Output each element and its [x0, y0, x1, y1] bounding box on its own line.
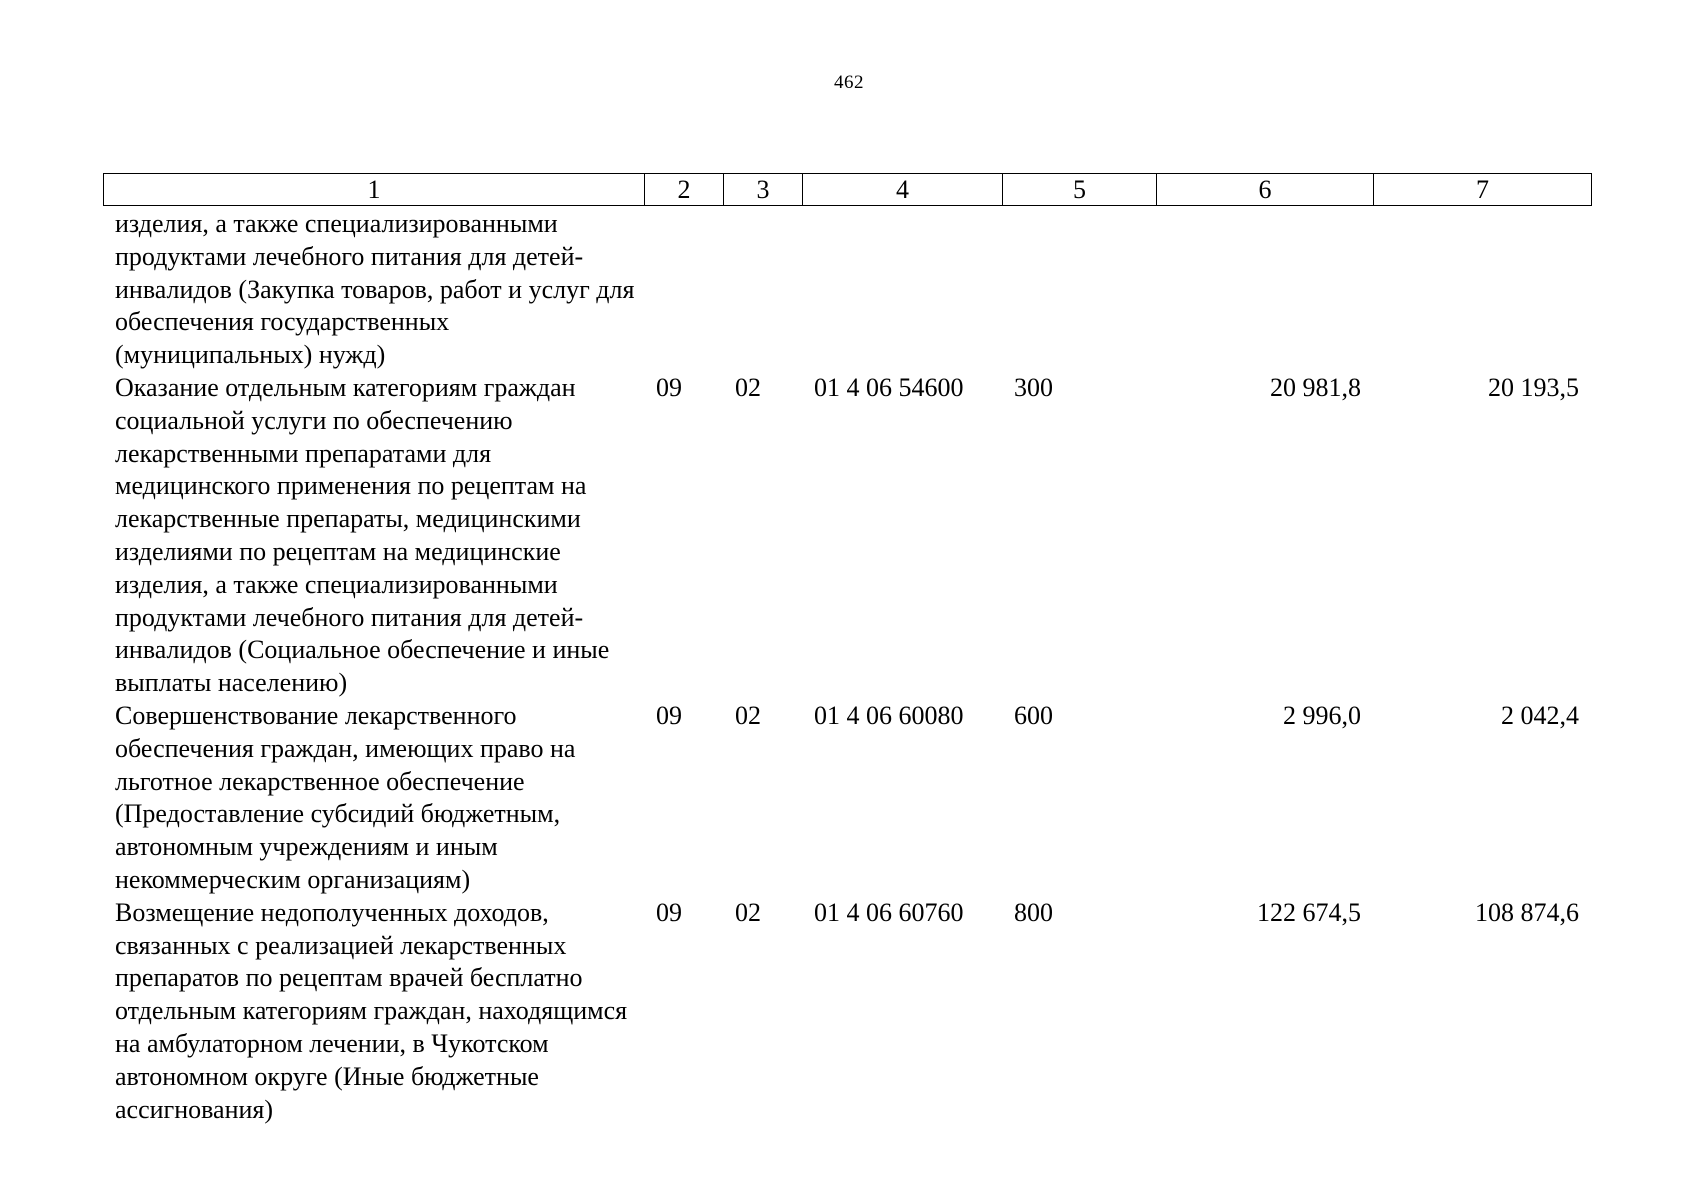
column-header-4: 4 [803, 174, 1003, 206]
column-header-3: 3 [724, 174, 803, 206]
row-subsection: 02 [735, 897, 761, 927]
row-amount-7: 2 042,4 [1501, 700, 1579, 730]
row-subsection: 02 [735, 700, 761, 730]
row-expense-type: 800 [1014, 897, 1053, 927]
table-row [103, 208, 1591, 372]
column-header-table [103, 173, 1592, 206]
column-header-7: 7 [1374, 174, 1592, 206]
column-header-row [104, 174, 1592, 206]
row-amount-7: 20 193,5 [1488, 372, 1579, 402]
row-target-article: 01 4 06 54600 [814, 372, 964, 402]
row-description: изделия, а также специализированными продуктами лечебного питания для детей-инвалидов (Закупка товаров, работ и услуг для обеспечения государственных (муниципальных) нужд) [115, 209, 635, 370]
row-section [644, 208, 723, 372]
row-expense-type: 300 [1014, 372, 1053, 402]
row-amount-6 [1156, 208, 1373, 372]
row-description: Совершенствование лекарственного обеспечения граждан, имеющих право на льготное лекарственное обеспечение (Предоставление субсидий бюджетным, автономным учреждениям и иным некоммерческим организациям) [115, 700, 576, 894]
row-section: 09 [656, 897, 682, 927]
row-target-article [802, 208, 1002, 372]
row-description: Оказание отдельным категориям граждан социальной услуги по обеспечению лекарственными препаратами для медицинского применения по рецептам на лекарственные препараты, медицинскими изделиями по рецептам на медицинские изделия, а также специализированными продуктами лечебного питания для детей-инвалидов (Социальное обеспечение и иные выплаты населению) [115, 372, 610, 698]
row-amount-6: 20 981,8 [1270, 372, 1361, 402]
table-row [103, 897, 1591, 1127]
column-header-5: 5 [1003, 174, 1157, 206]
table-row [103, 700, 1591, 897]
row-target-article: 01 4 06 60760 [814, 897, 964, 927]
budget-table-body [103, 208, 1591, 1126]
row-amount-7 [1373, 208, 1591, 372]
row-section: 09 [656, 700, 682, 730]
row-amount-7: 108 874,6 [1475, 897, 1579, 927]
row-amount-6: 2 996,0 [1283, 700, 1361, 730]
row-subsection [723, 208, 802, 372]
row-subsection: 02 [735, 372, 761, 402]
row-target-article: 01 4 06 60080 [814, 700, 964, 730]
row-expense-type [1002, 208, 1156, 372]
row-expense-type: 600 [1014, 700, 1053, 730]
column-header-6: 6 [1157, 174, 1374, 206]
column-header-1: 1 [104, 174, 645, 206]
page-number: 462 [834, 72, 864, 93]
table-row [103, 372, 1591, 700]
row-description: Возмещение недополученных доходов, связанных с реализацией лекарственных препаратов по рецептам врачей бесплатно отдельным категориям граждан, находящимся на амбулаторном лечении, в Чукотском автономном округе (Иные бюджетные ассигнования) [115, 897, 628, 1124]
row-section: 09 [656, 372, 682, 402]
column-header-2: 2 [645, 174, 724, 206]
row-amount-6: 122 674,5 [1257, 897, 1361, 927]
